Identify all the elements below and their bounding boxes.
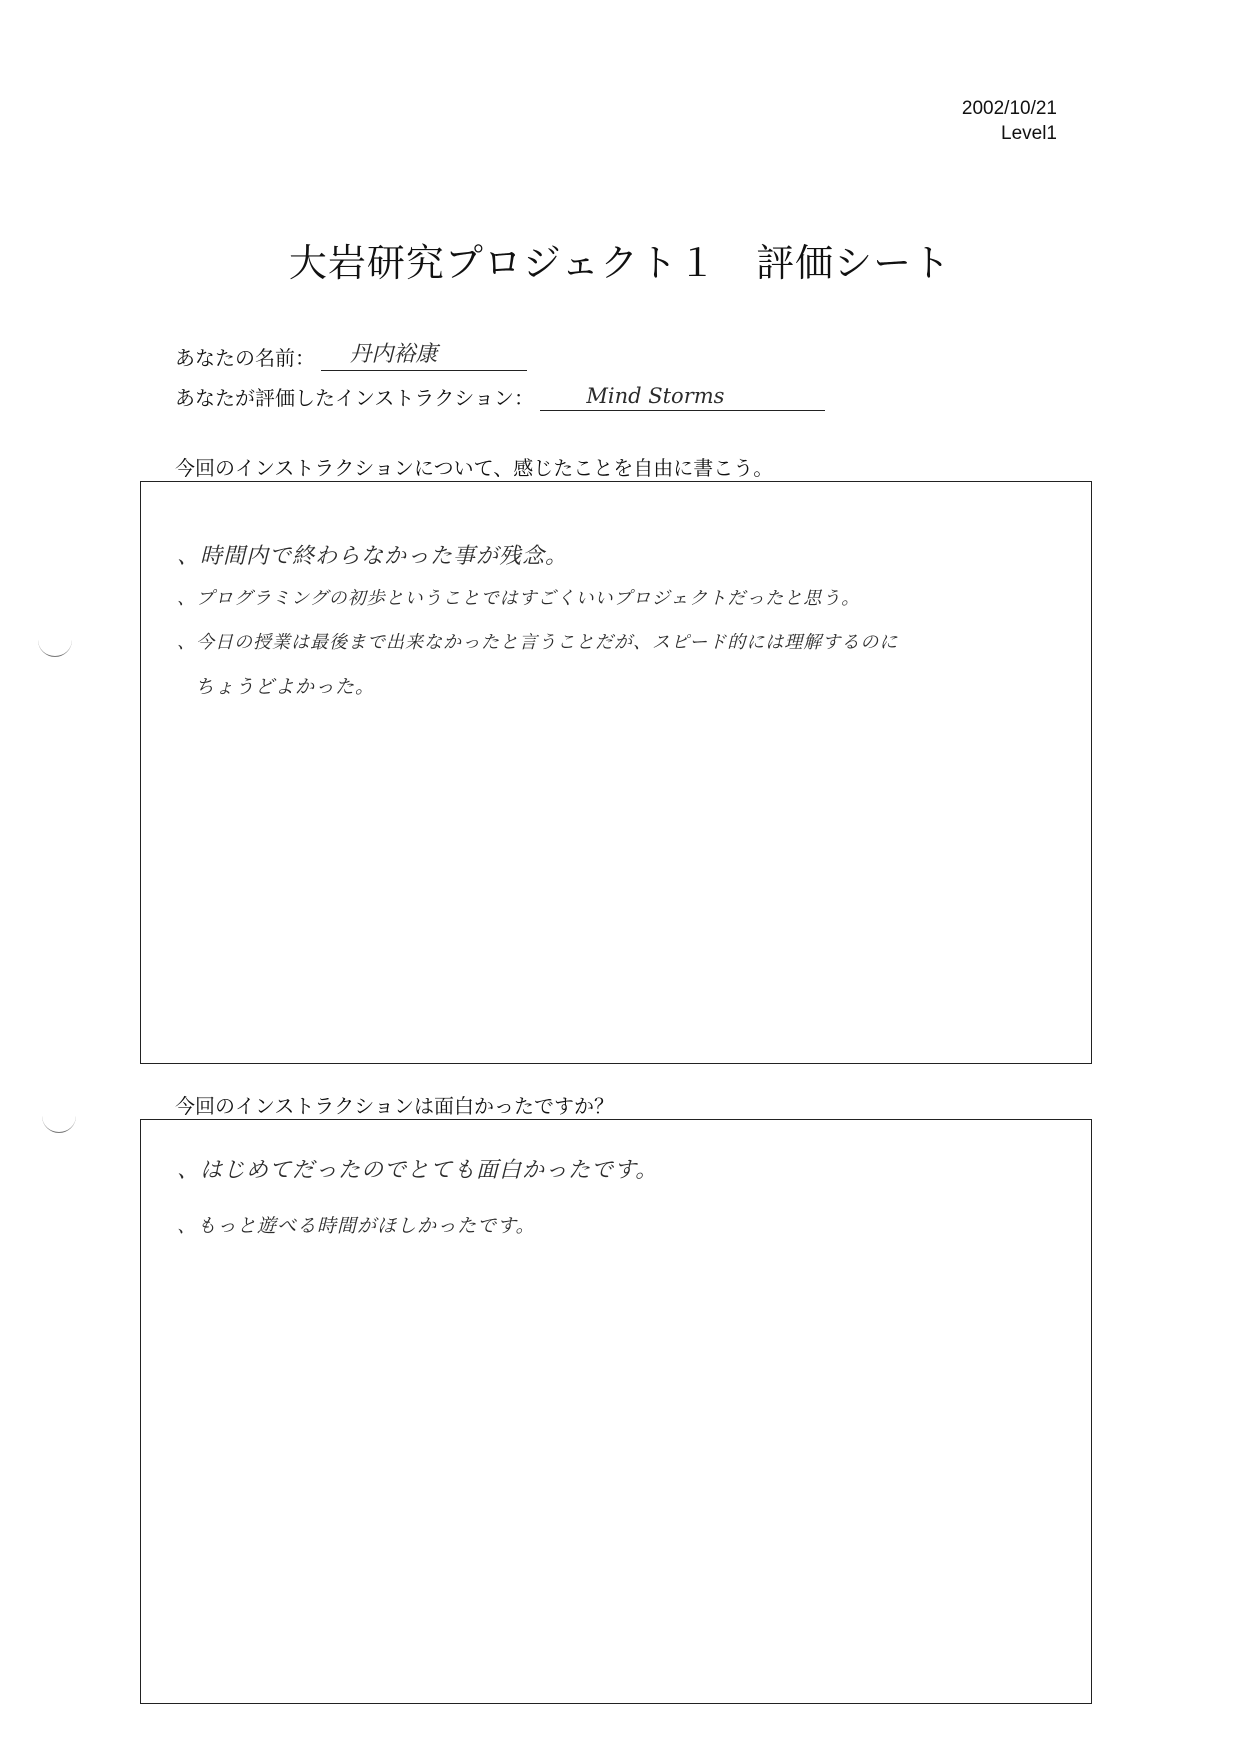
section1-answer-box[interactable] bbox=[140, 481, 1092, 1064]
section1-line: 、時間内で終わらなかった事が残念。 bbox=[177, 544, 569, 569]
page-title: 大岩研究プロジェクト１ 評価シート bbox=[288, 241, 952, 285]
header-meta bbox=[962, 96, 1057, 146]
instruction-value: Mind Storms bbox=[586, 384, 725, 408]
section1-label: 今回のインストラクションについて、感じたことを自由に書こう。 bbox=[175, 456, 774, 480]
section2-answer-box[interactable] bbox=[140, 1119, 1092, 1704]
instruction-field-row bbox=[175, 380, 825, 411]
section1-line: 、今日の授業は最後まで出来なかったと言うことだが、スピード的には理解するのに bbox=[177, 632, 899, 653]
level-text: Level1 bbox=[1001, 123, 1057, 144]
section1-line: 、プログラミングの初歩ということではすごくいいプロジェクトだったと思う。 bbox=[177, 588, 861, 609]
name-field-row bbox=[175, 340, 527, 371]
name-value: 丹内裕康 bbox=[349, 342, 438, 367]
instruction-label: あなたが評価したインストラクション： bbox=[175, 386, 534, 410]
punch-hole-mark bbox=[38, 640, 72, 657]
punch-hole-mark bbox=[42, 1116, 76, 1133]
instruction-field[interactable] bbox=[540, 380, 825, 411]
section1-line: ちょうどよかった。 bbox=[195, 676, 376, 698]
section2-line: 、はじめてだったのでとても面白かったです。 bbox=[177, 1158, 659, 1183]
date-text: 2002/10/21 bbox=[961, 98, 1057, 119]
name-label: あなたの名前： bbox=[175, 346, 315, 370]
section2-label: 今回のインストラクションは面白かったですか？ bbox=[175, 1094, 614, 1118]
name-field[interactable] bbox=[321, 340, 527, 371]
section2-line: 、もっと遊べる時間がほしかったです。 bbox=[177, 1215, 536, 1237]
